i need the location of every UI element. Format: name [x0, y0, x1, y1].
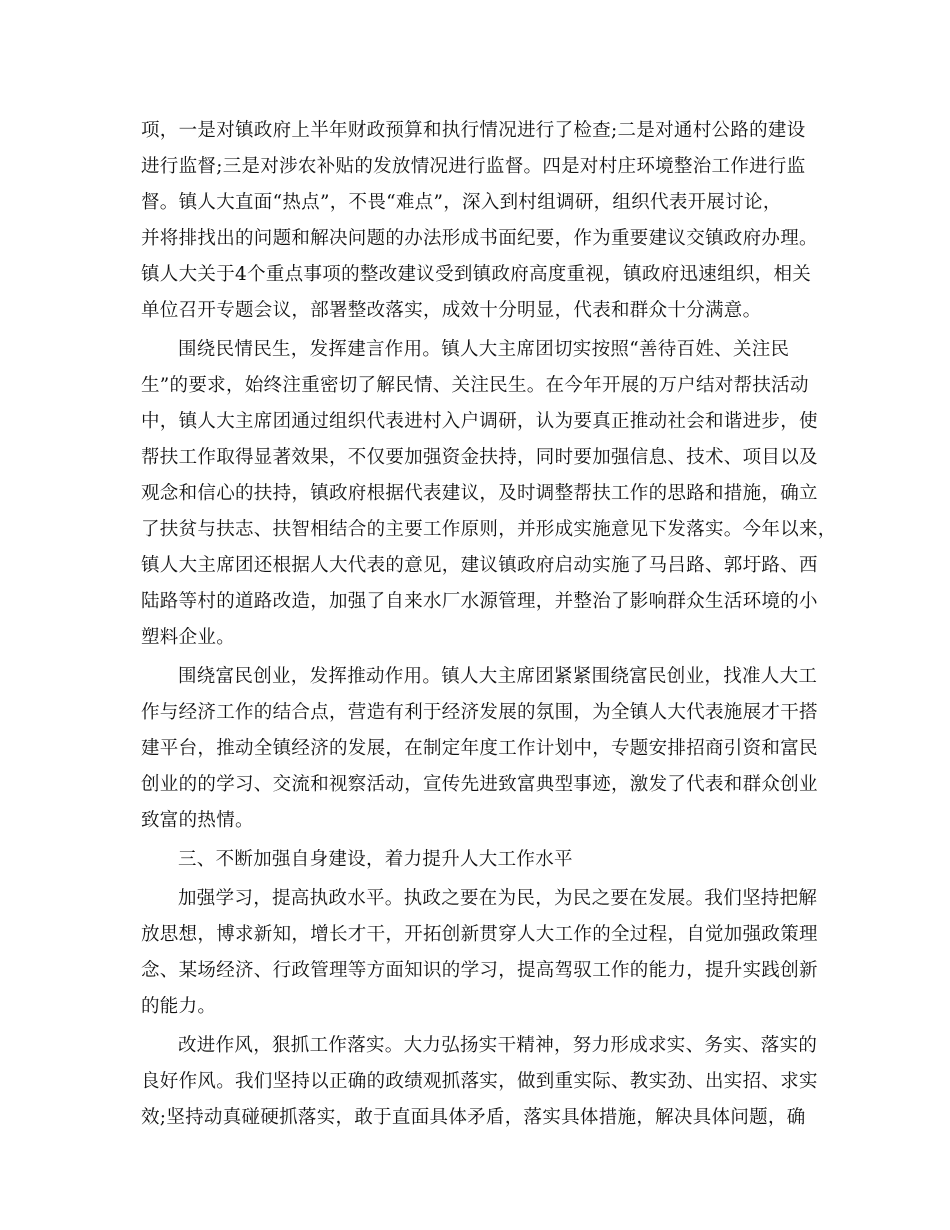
text-line: 陆路等村的道路改造，加强了自来水厂水源管理，并整治了影响群众生活环境的小	[141, 591, 818, 612]
section-heading: 三、不断加强自身建设，着力提升人大工作水平	[178, 849, 573, 870]
text-line: 并将排找出的问题和解决问题的办法形成书面纪要，作为重要建议交镇政府办理。	[141, 228, 818, 249]
text-line: 观念和信心的扶持，镇政府根据代表建议，及时调整帮扶工作的思路和措施，确立	[141, 483, 818, 504]
text-line: 中，镇人大主席团通过组织代表进村入户调研，认为要真正推动社会和谐进步，使	[141, 411, 818, 432]
text-line: 效;坚持动真碰硬抓落实，敢于直面具体矛盾，落实具体措施，解决具体问题，确	[141, 1107, 806, 1128]
text-line: 帮扶工作取得显著效果，不仅要加强资金扶持，同时要加强信息、技术、项目以及	[141, 447, 818, 468]
paragraph-start-line: 围绕民情民生，发挥建言作用。镇人大主席团切实按照“善待百姓、关注民	[178, 339, 790, 360]
text-line: 进行监督;三是对涉农补贴的发放情况进行监督。四是对村庄环境整治工作进行监	[141, 156, 806, 177]
text-line: 了扶贫与扶志、扶智相结合的主要工作原则，并形成实施意见下发落实。今年以来，	[141, 519, 837, 540]
text-line: 放思想，博求新知，增长才干，开拓创新贯穿人大工作的全过程，自觉加强政策理	[141, 924, 818, 945]
paragraph-start-line: 改进作风，狠抓工作落实。大力弘扬实干精神，努力形成求实、务实、落实的	[178, 1035, 818, 1056]
text-line: 塑料企业。	[141, 627, 236, 648]
text-line: 作与经济工作的结合点，营造有利于经济发展的氛围，为全镇人大代表施展才干搭	[141, 702, 818, 723]
text-line: 镇人大关于4个重点事项的整改建议受到镇政府高度重视，镇政府迅速组织，相关	[141, 264, 812, 285]
paragraph-start-line: 加强学习，提高执政水平。执政之要在为民，为民之要在发展。我们坚持把解	[178, 888, 818, 909]
text-line: 良好作风。我们坚持以正确的政绩观抓落实，做到重实际、教实劲、出实招、求实	[141, 1071, 818, 1092]
text-line: 督。镇人大直面“热点”，不畏“难点”，深入到村组调研，组织代表开展讨论，	[141, 192, 782, 213]
text-line: 创业的的学习、交流和视察活动，宣传先进致富典型事迹，激发了代表和群众创业	[141, 774, 818, 795]
document-body	[141, 113, 837, 1136]
text-line: 建平台，推动全镇经济的发展，在制定年度工作计划中，专题安排招商引资和富民	[141, 738, 818, 759]
text-line: 项，一是对镇政府上半年财政预算和执行情况进行了检查;二是对通村公路的建设	[141, 120, 806, 141]
text-line: 念、某场经济、行政管理等方面知识的学习，提高驾驭工作的能力，提升实践创新	[141, 960, 818, 981]
paragraph-start-line: 围绕富民创业，发挥推动作用。镇人大主席团紧紧围绕富民创业，找准人大工	[178, 666, 818, 687]
text-line: 致富的热情。	[141, 810, 254, 831]
text-line: 镇人大主席团还根据人大代表的意见，建议镇政府启动实施了马吕路、郭圩路、西	[141, 555, 818, 576]
text-line: 单位召开专题会议，部署整改落实，成效十分明显，代表和群众十分满意。	[141, 300, 762, 321]
text-line: 的能力。	[141, 996, 217, 1017]
text-line: 生”的要求，始终注重密切了解民情、关注民生。在今年开展的万户结对帮扶活动	[141, 375, 809, 396]
